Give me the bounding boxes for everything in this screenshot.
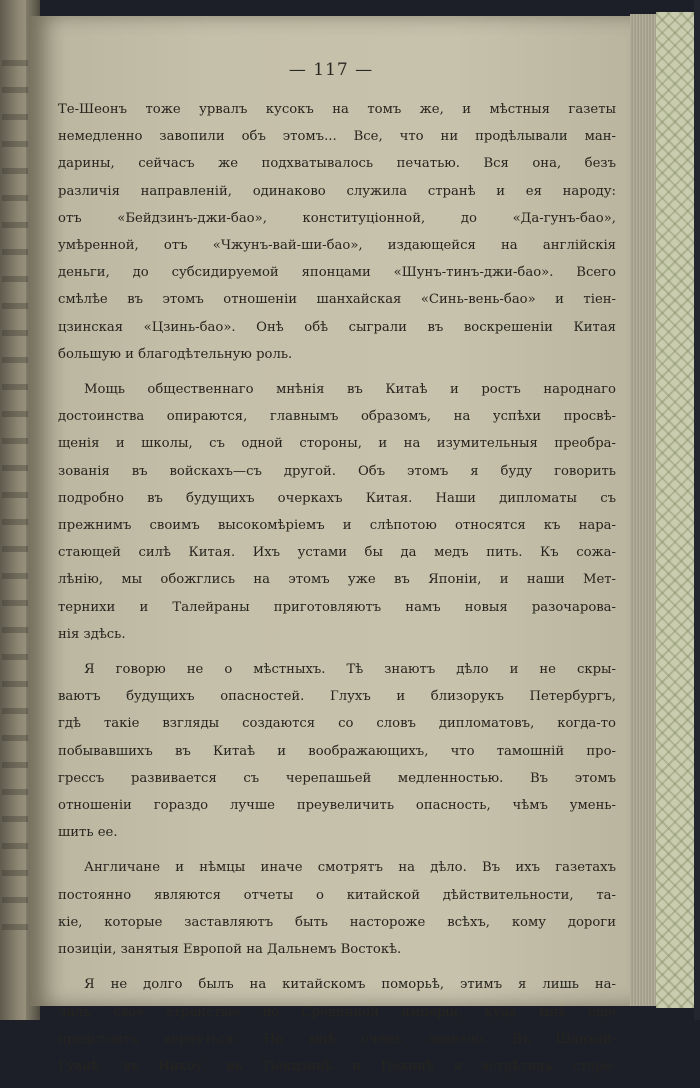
text-line: побывавшихъ въ Китаѣ и воображающихъ, что тамошній про-: [58, 743, 616, 759]
page-edges: [630, 14, 656, 1006]
page-number: — 117 —: [288, 60, 374, 80]
text-line: щенія и школы, съ одной стороны, и на изумительныя преобра-: [58, 436, 616, 452]
text-line: тернихи и Талейраны приготовляютъ намъ новыя разочарова-: [58, 599, 616, 615]
text-line: предстоитъ вернуться. Но мнѣ очень повезло. Въ Шанхай-: [58, 1031, 616, 1047]
book-cover-edge: [656, 12, 694, 1008]
text-line: зованія въ войскахъ—съ другой. Объ этомъ я буду говорить: [58, 463, 616, 479]
text-line: смѣлѣе въ этомъ отношеніи шанхайская «Синь-вень-бао» и тіен-: [58, 292, 616, 308]
paragraph-5: [58, 971, 616, 1080]
text-line: деньги, до субсидируемой японцами «Шунъ-тинъ-джи-бао». Всего: [58, 265, 616, 281]
text-line: нія здѣсь.: [58, 626, 126, 642]
text-line: лѣнію, мы обожглись на этомъ уже въ Японіи, и наши Мет-: [58, 572, 616, 588]
paragraph-2: [58, 376, 616, 648]
text-line: Я говорю не о мѣстныхъ. Тѣ знаютъ дѣло и не скры-: [84, 662, 616, 678]
text-line: позиціи, занятыя Европой на Дальнемъ Востокѣ.: [58, 942, 402, 958]
paragraph-3: [58, 656, 616, 846]
page-text: [58, 96, 616, 1088]
text-line: подробно въ будущихъ очеркахъ Китая. Наши дипломаты съ: [58, 490, 616, 506]
text-line: большую и благодѣтельную роль.: [58, 346, 293, 362]
text-line: постоянно являются отчеты о китайской дѣйствительности, та-: [58, 887, 616, 903]
background-edge: [694, 0, 700, 1020]
left-page-text-fragment: [2, 60, 28, 940]
paragraph-1: [58, 96, 616, 368]
text-line: стающей силѣ Китая. Ихъ устами бы да медъ пить. Къ сожа-: [58, 545, 616, 561]
text-line: гдѣ такіе взгляды создаются со словъ дипломатовъ, когда-то: [58, 716, 616, 732]
text-line: цзинская «Цзинь-бао». Онѣ обѣ сыграли въ воскрешеніи Китая: [58, 319, 616, 335]
text-line: прежнимъ своимъ высокомѣріемъ и слѣпотою относятся къ нара-: [58, 518, 616, 534]
text-line: умѣренной, отъ «Чжунъ-вай-ши-бао», издающейся на англійскія: [58, 238, 616, 254]
text-line: Англичане и нѣмцы иначе смотрятъ на дѣло. Въ ихъ газетахъ: [84, 860, 616, 876]
text-line: грессъ развивается съ черепашьей медленностью. Въ этомъ: [58, 770, 616, 786]
text-line: шить ее.: [58, 825, 118, 841]
text-line: чалъ свое странствіе по Срединной имперіи, куда мнѣ еще: [58, 1004, 616, 1020]
text-line: кіе, которые заставляютъ быть настороже всѣхъ, кому дороги: [58, 914, 616, 930]
paragraph-4: [58, 854, 616, 963]
text-line: Я не долго былъ на китайскомъ поморьѣ, этимъ я лишь на-: [84, 977, 616, 993]
text-line: немедленно завопили объ этомъ... Все, что ни продѣлывали ман-: [58, 129, 616, 145]
text-line: Те-Шеонъ тоже урвалъ кусокъ на томъ же, и мѣстныя газеты: [58, 102, 616, 117]
text-line: отношеніи гораздо лучше преувеличить опасность, чѣмъ умень-: [58, 798, 616, 814]
text-line: достоинства опираются, главнымъ образомъ, на успѣхи просвѣ-: [58, 409, 616, 425]
text-line: различія направленій, одинаково служила странѣ и ея народу:: [58, 183, 616, 199]
text-line: Гуанѣ, въ Инкоу, въ Тіенцзинѣ и Пекинѣ я встрѣтилъ старо-: [58, 1058, 616, 1074]
text-line: ваютъ будущихъ опасностей. Глухъ и близорукъ Петербургъ,: [58, 689, 616, 705]
text-line: Мощь общественнаго мнѣнія въ Китаѣ и ростъ народнаго: [84, 382, 616, 398]
text-line: дарины, сейчасъ же подхватывалось печатью. Вся она, безъ: [58, 156, 616, 172]
text-line: отъ «Бейдзинъ-джи-бао», конституціонной, до «Да-гунъ-бао»,: [58, 210, 616, 226]
